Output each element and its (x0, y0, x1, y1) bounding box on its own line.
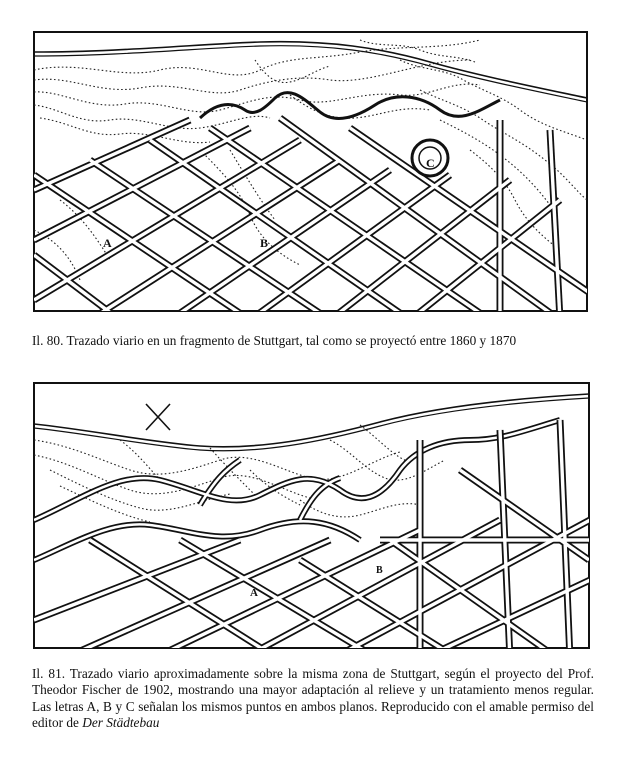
marker-a-2: A (250, 587, 258, 599)
figure-81-caption-text: Il. 81. Trazado viario aproximadamente sobre la misma zona de Stuttgart, según el proyecto del Prof. Theodor Fischer de 1902, mostrando una mayor adaptación al relieve y un tratamiento menos regular. Las letras A, B y C señalan los mismos puntos en ambos planos. Reproducido con el amable permiso del editor de (32, 666, 594, 731)
marker-b: B (260, 236, 269, 250)
marker-a: A (103, 236, 112, 250)
map-plan-1902 (34, 383, 590, 660)
figure-81-caption (32, 666, 594, 732)
figure-80-caption: Il. 80. Trazado viario en un fragmento de Stuttgart, tal como se proyectó entre 1860 y 1870 (32, 333, 517, 348)
marker-b-2: B (376, 565, 383, 576)
publication-title: Der Städtebau (82, 715, 160, 731)
marker-c: C (426, 156, 435, 170)
map-plan-1860 (34, 32, 600, 320)
